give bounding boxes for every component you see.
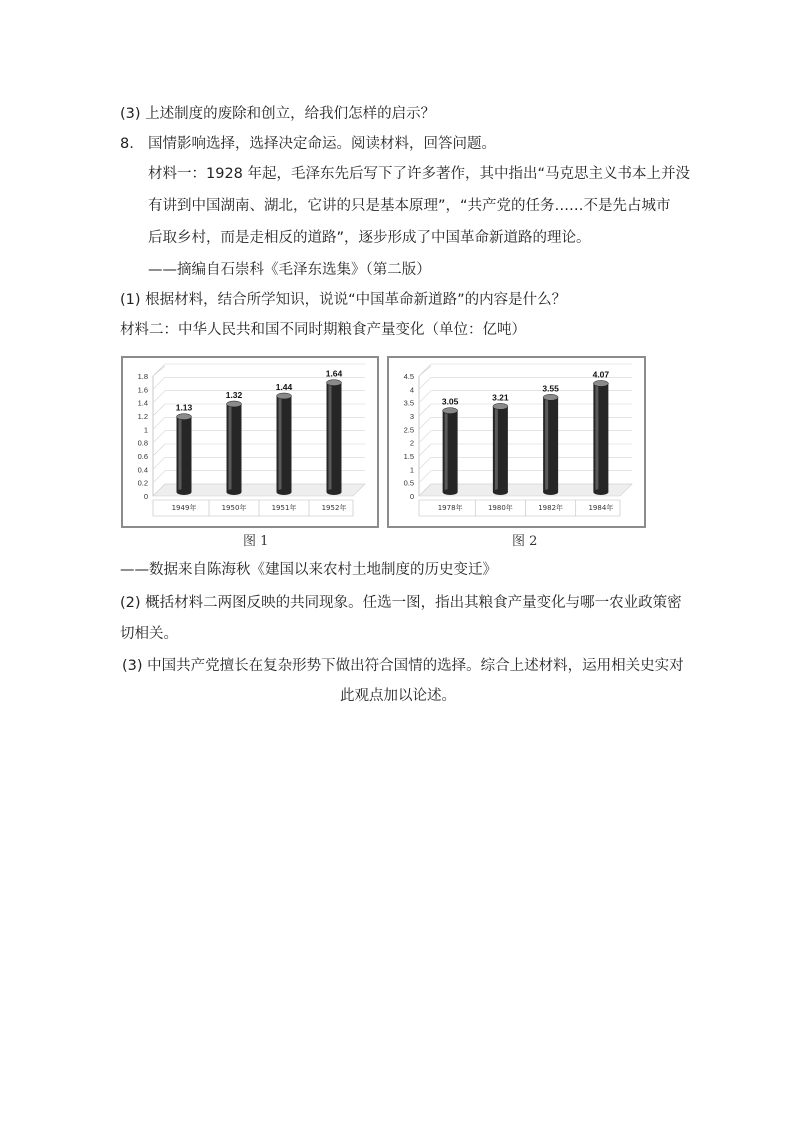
gridline-side [153, 404, 165, 416]
question-3-line-2: 此观点加以论述。 [340, 688, 456, 704]
question-2-line-1: (2) 概括材料二两图反映的共同现象。任选一图，指出其粮食产量变化与哪一农业政策密 [120, 595, 682, 611]
y-tick-label: 3.5 [403, 398, 414, 408]
y-tick-label: 3 [409, 412, 414, 421]
y-tick-label: 0 [143, 492, 148, 501]
x-tick-label: 1951年 [271, 504, 297, 512]
bar-top [327, 380, 342, 386]
bar-base [327, 489, 342, 495]
y-tick-label: 2.5 [403, 425, 414, 435]
gridline-side [419, 364, 431, 376]
question-8-title: 国情影响选择，选择决定命运。阅读材料，回答问题。 [148, 136, 496, 152]
gridline-side [153, 377, 165, 389]
x-tick-label: 1978年 [437, 504, 463, 512]
gridline-side [153, 431, 165, 443]
bar-base [443, 489, 458, 495]
x-tick-label: 1982年 [538, 504, 564, 512]
data-label: 1.13 [175, 402, 193, 413]
y-tick-label: 0.6 [137, 452, 148, 461]
bar-top [443, 408, 458, 414]
bar-highlight [545, 397, 548, 492]
data-label: 4.07 [592, 369, 610, 380]
question-3-prior: (3) 上述制度的废除和创立，给我们怎样的启示？ [120, 106, 436, 122]
y-tick-label: 2 [409, 438, 414, 448]
y-tick-label: 1 [409, 465, 414, 475]
material-1-line-3: 后取乡村，而是走相反的道路”，逐步形成了中国革命新道路的理论。 [148, 230, 591, 246]
bar-highlight [445, 411, 448, 492]
gridline-side [419, 431, 431, 443]
x-tick-label: 1949年 [171, 504, 197, 512]
chart-1 [121, 356, 379, 528]
y-tick-label: 1.2 [137, 412, 148, 421]
question-2-line-2: 切相关。 [120, 626, 178, 642]
data-label: 1.64 [325, 368, 343, 379]
bar-base [593, 489, 608, 495]
x-tick-label: 1950年 [221, 504, 247, 512]
bar-top [493, 403, 508, 409]
chart-2-plot [404, 364, 632, 516]
gridline-side [419, 457, 431, 469]
y-tick-label: 1.8 [137, 372, 148, 381]
gridline-side [153, 457, 165, 469]
data-label: 3.21 [492, 392, 509, 403]
data-label: 1.32 [225, 390, 243, 400]
x-tick-label: 1952年 [321, 504, 347, 512]
gridline-side [419, 444, 431, 456]
bar-top [277, 393, 292, 399]
bar-top [543, 394, 558, 400]
y-tick-label: 1.4 [137, 398, 148, 408]
bar-base [277, 489, 292, 495]
y-tick-label: 1.6 [137, 385, 148, 395]
gridline-side [419, 404, 431, 416]
bar-highlight [495, 406, 498, 492]
bar-base [177, 489, 192, 495]
gridline-side [419, 391, 431, 403]
bar-highlight [595, 383, 598, 492]
material-1-line-1: 材料一：1928 年起，毛泽东先后写下了许多著作，其中指出“马克思主义书本上并没 [148, 166, 691, 182]
gridline-side [153, 471, 165, 483]
y-tick-label: 1 [143, 425, 148, 435]
bar-top [593, 380, 608, 386]
bar-base [543, 489, 558, 495]
gridline-side [419, 377, 431, 389]
material-1-line-2: 有讲到中国湖南、湖北，它讲的只是基本原理”，“共产党的任务……不是先占城市 [148, 198, 671, 214]
chart-2-svg [389, 358, 644, 526]
bar-highlight [279, 396, 282, 492]
y-tick-label: 4 [409, 385, 414, 395]
figure-1-caption: 图 1 [243, 534, 269, 549]
gridline-side [153, 364, 165, 376]
data-label: 1.44 [275, 382, 293, 392]
question-8-number: 8. [120, 136, 134, 152]
gridline-side [153, 417, 165, 429]
bar-base [493, 489, 508, 495]
chart-1-svg [123, 358, 377, 526]
material-2-source: ——数据来自陈海秋《建国以来农村土地制度的历史变迁》 [120, 562, 497, 578]
gridline-side [419, 417, 431, 429]
question-3-line-1: (3) 中国共产党擅长在复杂形势下做出符合国情的选择。综合上述材料，运用相关史实对 [122, 658, 684, 674]
figure-2-caption: 图 2 [512, 534, 538, 549]
x-tick-label: 1984年 [588, 504, 614, 512]
chart-2 [387, 356, 646, 528]
y-tick-label: 4.5 [403, 372, 414, 381]
x-tick-label: 1980年 [487, 504, 513, 512]
question-1: (1) 根据材料，结合所学知识，说说“中国革命新道路”的内容是什么？ [120, 292, 567, 308]
gridline-side [419, 471, 431, 483]
material-1-source: ——摘编自石崇科《毛泽东选集》（第二版） [148, 262, 431, 278]
gridline-side [153, 444, 165, 456]
bar-base [227, 489, 242, 495]
bar-highlight [229, 404, 232, 492]
bar-highlight [179, 417, 182, 492]
material-2-title: 材料二：中华人民共和国不同时期粮食产量变化（单位：亿吨） [120, 322, 526, 338]
data-label: 3.05 [441, 396, 459, 407]
data-label: 3.55 [542, 383, 559, 394]
y-tick-label: 0.8 [137, 438, 148, 448]
y-tick-label: 0.2 [137, 478, 148, 488]
bar-top [227, 401, 242, 407]
bar-top [177, 414, 192, 420]
gridline-side [153, 391, 165, 403]
y-tick-label: 1.5 [403, 452, 414, 461]
y-tick-label: 0 [409, 492, 414, 501]
y-tick-label: 0.5 [403, 478, 414, 488]
y-tick-label: 0.4 [137, 465, 148, 475]
bar-highlight [329, 383, 332, 492]
chart-1-plot [138, 364, 365, 516]
